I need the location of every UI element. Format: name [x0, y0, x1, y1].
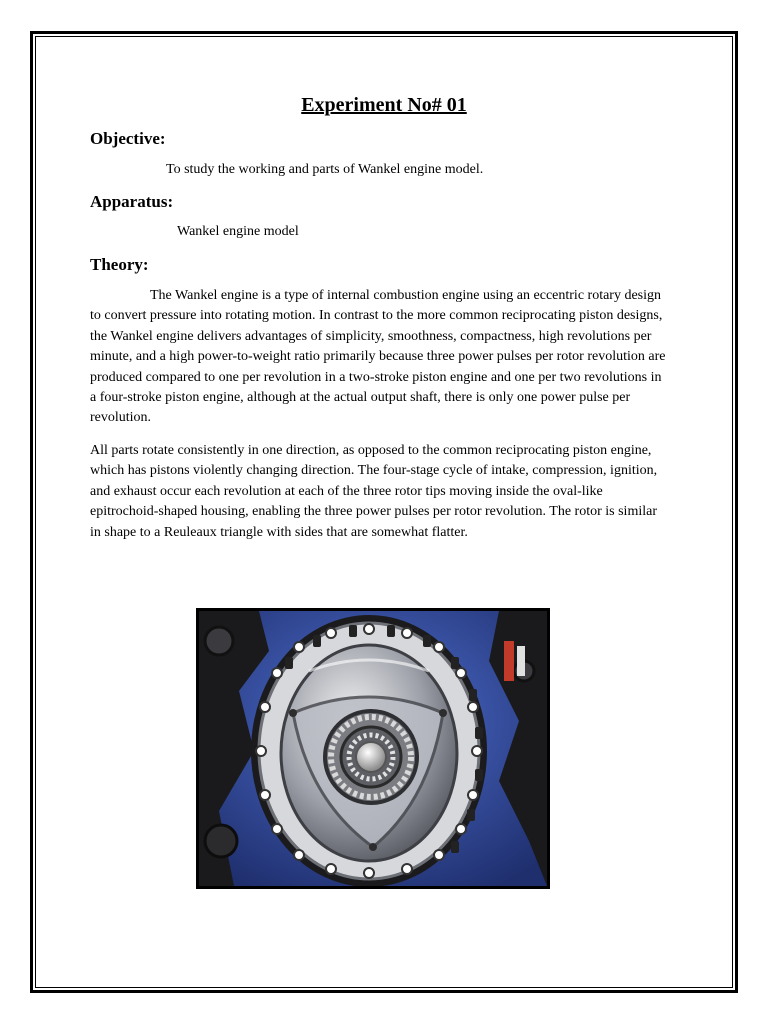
objective-text: To study the working and parts of Wankel engine model.	[166, 162, 484, 177]
wankel-engine-illustration	[199, 611, 547, 886]
theory-paragraph-1: The Wankel engine is a type of internal combustion engine using an eccentric rotary design to convert pressure into rotating motion. In contrast to the more common reciprocating piston designs, the Wankel engine delivers advantages of simplicity, smoothness, compactness, high revolutions per minute, and a high power-to-weight ratio primarily because three power pulses per rotor revolution are produced compared to one per revolution in a two-stroke piston engine and one per two revolutions in a four-stroke piston engine, although at the actual output shaft, there is only one power pulse per revolution.	[90, 288, 666, 426]
apparatus-heading: Apparatus:	[90, 192, 174, 211]
theory-heading: Theory:	[90, 255, 149, 274]
theory-paragraph-2: All parts rotate consistently in one direction, as opposed to the common reciprocating piston engine, which has pistons violently changing direction. The four-stage cycle of intake, compression, ignition, and exhaust occur each revolution at each of the three rotor tips moving inside the oval-like epitrochoid-shaped housing, enabling the three power pulses per rotor revolution. The rotor is similar in shape to a Reuleaux triangle with sides that are somewhat flatter.	[90, 443, 658, 540]
apparatus-text: Wankel engine model	[177, 224, 299, 239]
objective-heading: Objective:	[90, 129, 166, 148]
wankel-engine-photo	[196, 608, 550, 889]
document-title: Experiment No# 01	[301, 94, 467, 116]
